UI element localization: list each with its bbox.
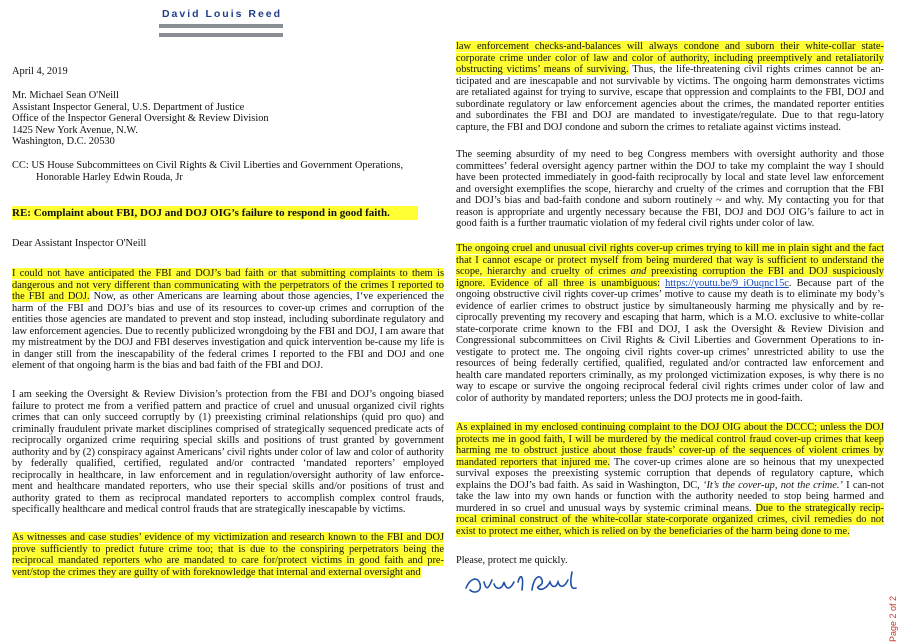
recipient-line: Office of the Inspector General Oversight & Review Division	[12, 113, 269, 124]
signature	[462, 568, 592, 598]
redacted-address-line-1	[159, 24, 283, 28]
recipient-line: Mr. Michael Sean O'Neill	[12, 90, 119, 101]
paragraph-1	[12, 268, 444, 372]
recipient-line: Assistant Inspector General, U.S. Department of Justice	[12, 101, 245, 113]
salutation: Dear Assistant Inspector O'Neill	[12, 238, 147, 249]
paragraph-r3	[456, 243, 884, 404]
paragraph-3	[12, 532, 444, 578]
highlight-r4-2: Due to the strategically recip-rocal criminal construct of the white-collar state-corporate organized crimes, civil remedies do not exist to protect me either, which is relied on by the beneficiaries of the harm being done to me.	[456, 502, 885, 537]
recipient-line: 1425 New York Avenue, N.W.	[12, 124, 138, 136]
paragraph-r4-text-2: I can-not take the law into my own hands or function with the authority needed to stop being harmed and murdered in so cruel and unusual ways by systemic criminal means.	[456, 479, 884, 514]
youtube-link[interactable]: https://youtu.be/9_iOuqnc15c	[665, 277, 789, 289]
emphasis-and: and	[630, 266, 647, 277]
cc-line-2: Honorable Harley Edwin Rouda, Jr	[36, 171, 183, 183]
highlight-r4: As explained in my enclosed continuing complaint to the DOJ OIG about the DCCC; unless the DOJ protects me in good faith, I will be murdered by the medical control fraud cover-up crimes that keep harming me to obstruct justice about those frauds’ cover-up of the sequences of violent crimes by mandated reporters that injured me.	[456, 422, 884, 468]
highlight-3: As witnesses and case studies’ evidence of my victimization and research known to the FBI and DOJ prove sufficiently to predict future crime too; that is due to the conspiring perpetrators being the reciprocal mandated reporters who are mandated to care for/protect victims in good faith and pre-vent/stop the crimes they are guilty of with foreknowledge that internal and external oversight and	[12, 532, 444, 578]
cc-block	[12, 160, 444, 183]
redacted-address-line-2	[159, 33, 283, 37]
highlight-1: I could not have anticipated the FBI and DOJ’s bad faith or that submitting complaints to them is dangerous and not very different than communicating with the perpetrators of the crimes I reported to the FBI and DOJ.	[12, 268, 444, 302]
paragraph-r1	[456, 41, 884, 133]
recipient-address	[12, 90, 444, 148]
recipient-line: Washington, D.C. 20530	[12, 136, 115, 147]
closing-line: Please, protect me quickly.	[456, 555, 568, 566]
paragraph-r4-text: The cover-up crimes alone are so heinous that my unexpected survival exposes the preexisting systemic corruption that depends of regulatory capture, which explains the DOJ’s bad faith. As said in Washington, DC,	[456, 456, 884, 491]
letter-date: April 4, 2019	[12, 66, 68, 77]
paragraph-r2: The seeming absurdity of my need to beg Congress members with oversight authority and those committees’ federal oversight agency partner within the DOJ to take my complaint the way I should have been protected immediately in good-faith reciprocally by local and state level law enforcement and oversight exemplifies the scope, hierarchy and cruelty of the crimes and corruption that the FBI and DOJ’s bias and bad-faith condone and suborn routinely ~ and why. My contacting you for that reason is appropriate and urgently necessary because the FBI, DOJ and DOJ OIG’s failure to act in good faith is a further traumatic violation of my federal civil rights under color of law.	[456, 149, 884, 229]
highlight-r3-text: The ongoing cruel and unusual civil rights cover-up crimes trying to kill me in plain sight and the fact that I cannot escape or protect myself from being murdered that way is sufficient to understand the scope, hierarchy and cruelty of crimes	[456, 243, 884, 277]
paragraph-r1-text: Thus, the life-threatening civil rights crimes cannot be an-ticipated and are inescapable and not survivable by victims. The ongoing harm demonstrates victims are retaliated against for trying to survive, escape that oppression and complaints to the FBI, DOJ and subordinate regulatory or law enforcement agencies about the crimes, the mandated reporter entities and subordinates the FBI and DOJ are mandated to investigate/regulate. Due to that regu-latory capture, the FBI and DOJ condone and suborn the crimes to retaliate against victims instead.	[456, 64, 884, 133]
highlight-r3-text-b: preexisting corruption the FBI and DOJ suspiciously ignore. Evidence of all three is unambiguous:	[456, 266, 884, 289]
subject-line: RE: Complaint about FBI, DOJ and DOJ OIG’s failure to respond in good faith.	[12, 206, 418, 220]
cc-line-1: CC: US House Subcommittees on Civil Rights & Civil Liberties and Government Operations,	[12, 160, 404, 171]
quote: ‘It’s the cover-up, not the crime.’	[703, 479, 843, 491]
page-number: Page 2 of 2	[888, 596, 898, 642]
paragraph-1-text: Now, as other Americans are learning about those agencies, I‘ve experienced the harm of the FBI and DOJ’s bias and use of its resources to cover-up crimes and corruption of the entities those agencies are mandated to prevent and stop instead, including subordinate regulatory and law enforcement agencies. Due to recently publicized wrongdoing by the FBI and DOJ, I am aware that my mistreatment by the DOJ and FBI deserves investigation and quick intervention be-cause my life is in danger still from the inescapability of the federal crimes I reported to the FBI and DOJ and one element of that ongoing harm is the bias and bad faith of the FBI and DOJ.	[12, 291, 444, 371]
paragraph-r4	[456, 422, 884, 537]
sender-name: David Louis Reed	[161, 8, 283, 20]
paragraph-2: I am seeking the Oversight & Review Division’s protection from the FBI and DOJ’s ongoing biased failure to protect me from a verified pattern and practice of cruel and unusual organized civil rights crimes that can only succeed corruptly by (1) preexisting criminal relationships (quid pro quo) and criminally fraudulent private market disciplines comprised of strategically sequenced predicate acts of reciprocally organized crime requiring special skills and positions of trust granted by government authority and by (2) conspiracy against Americans’ civil rights under color of law and color of authority by federally qualified, certified, regulated and/or contracted ‘mandated reporters’ employed reciprocally in healthcare, in law enforcement and in regulation/oversight authority of law enforce-ment and healthcare mandated reporters, who use their special skills and/or positions of trust and authority grated to them as reciprocal mandated reporters to accomplish complex control frauds, specifically healthcare and medical control frauds that are strategically inescapable by victims.	[12, 389, 444, 515]
highlight-r1: law enforcement checks-and-balances will always condone and suborn their white-collar state-corporate crime under color of law and color of authority, including preemptively and retaliatorily obstructing victims’ means of surviving.	[456, 41, 884, 75]
paragraph-r3-text: . Because part of the ongoing obstructive civil rights cover-up crimes’ motive to cause my death is to eliminate my body’s evidence of earlier crimes to obstruct justice by simultaneously harming me physically and by re-ciprocally preventing my recovery and escaping that harm, which is a M.O. exclusive to white-collar state-corporate crime known to the FBI and DOJ, I ask the Oversight & Review Division and Congressional subcommittees on Civil Rights & Civil Liberties and Government Operations to in-vestigate to protect me. The ongoing civil rights cover-up crimes’ unrestricted ability to use the resources of being federally certified, qualified, regulated and/or contracted law enforcement and health care mandated reporters criminally, as my prolonged victimization exposes, is why there is no way to escape or survive the ongoing reciprocal federal civil rights crimes under color of law and color of authority by mandated reporters; unless the DOJ protects me in good-faith.	[456, 277, 885, 404]
